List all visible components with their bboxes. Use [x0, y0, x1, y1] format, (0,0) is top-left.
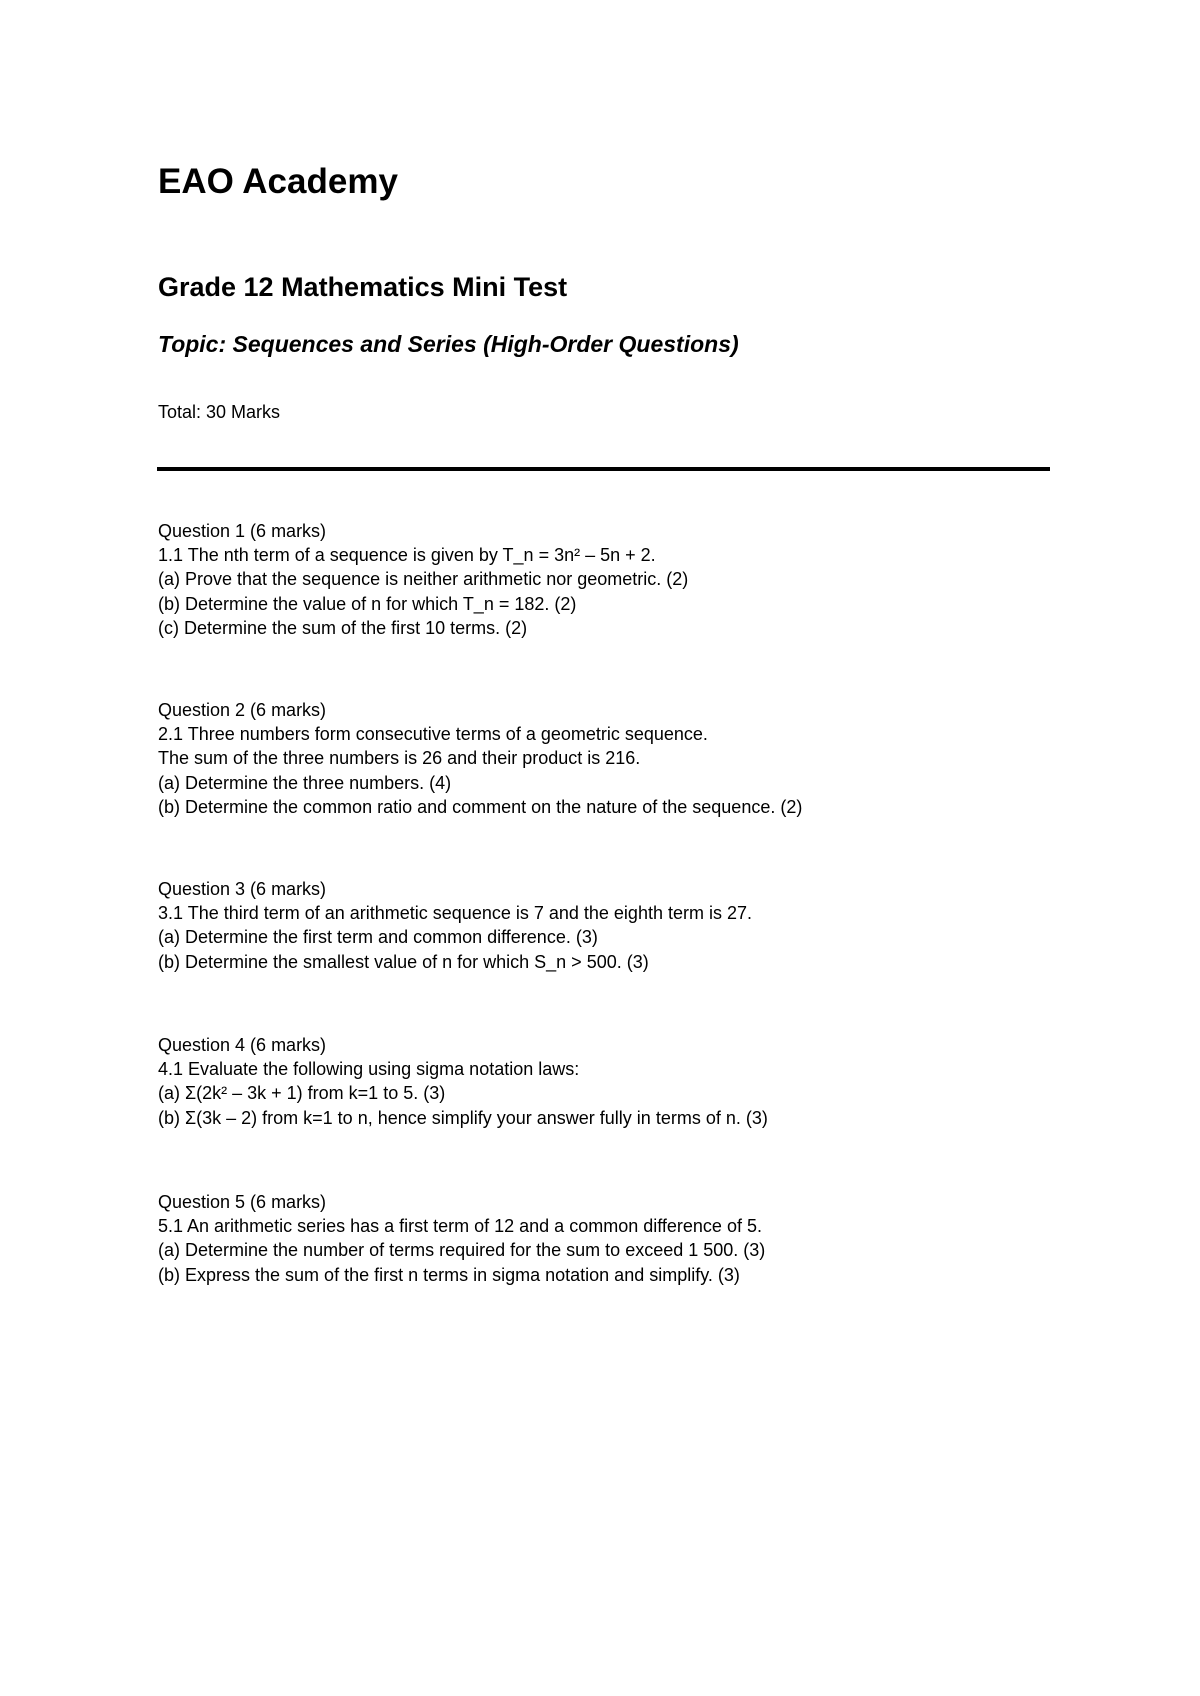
horizontal-divider — [157, 467, 1050, 471]
question-line: 2.1 Three numbers form consecutive terms of a geometric sequence. — [158, 724, 708, 745]
question-line: (c) Determine the sum of the first 10 terms. (2) — [158, 617, 528, 638]
question-line: (a) Σ(2k² – 3k + 1) from k=1 to 5. (3) — [158, 1083, 446, 1104]
question-line: (a) Determine the three numbers. (4) — [158, 772, 452, 793]
question-line: (b) Σ(3k – 2) from k=1 to n, hence simplify your answer fully in terms of n. (3) — [158, 1107, 768, 1128]
total-marks: Total: 30 Marks — [158, 402, 281, 422]
academy-name: EAO Academy — [158, 162, 398, 201]
question-line: 4.1 Evaluate the following using sigma notation laws: — [158, 1059, 580, 1080]
question-5 — [158, 1190, 765, 1287]
question-4 — [158, 1033, 768, 1130]
question-line: (b) Express the sum of the first n terms in sigma notation and simplify. (3) — [158, 1264, 740, 1285]
question-line: (a) Determine the number of terms required for the sum to exceed 1 500. (3) — [158, 1240, 766, 1261]
question-heading: Question 4 (6 marks) — [158, 1035, 327, 1055]
question-line: (a) Determine the first term and common difference. (3) — [158, 927, 598, 948]
question-heading: Question 5 (6 marks) — [158, 1192, 327, 1212]
question-heading: Question 1 (6 marks) — [158, 521, 327, 541]
question-heading: Question 2 (6 marks) — [158, 700, 327, 720]
question-line: 5.1 An arithmetic series has a first term of 12 and a common difference of 5. — [158, 1216, 762, 1237]
question-2 — [158, 698, 802, 819]
test-title: Grade 12 Mathematics Mini Test — [158, 272, 568, 302]
question-heading: Question 3 (6 marks) — [158, 879, 327, 899]
question-line: 3.1 The third term of an arithmetic sequence is 7 and the eighth term is 27. — [158, 903, 752, 924]
question-line: (a) Prove that the sequence is neither arithmetic nor geometric. (2) — [158, 569, 689, 590]
question-1 — [158, 519, 688, 640]
question-line: (b) Determine the smallest value of n for which S_n > 500. (3) — [158, 951, 649, 972]
question-line: (b) Determine the value of n for which T_n = 182. (2) — [158, 593, 577, 614]
question-line: The sum of the three numbers is 26 and their product is 216. — [158, 748, 641, 769]
topic-line: Topic: Sequences and Series (High-Order Questions) — [158, 331, 739, 357]
question-line: (b) Determine the common ratio and comment on the nature of the sequence. (2) — [158, 796, 803, 817]
question-3 — [158, 877, 752, 974]
question-line: 1.1 The nth term of a sequence is given by T_n = 3n² – 5n + 2. — [158, 545, 656, 566]
